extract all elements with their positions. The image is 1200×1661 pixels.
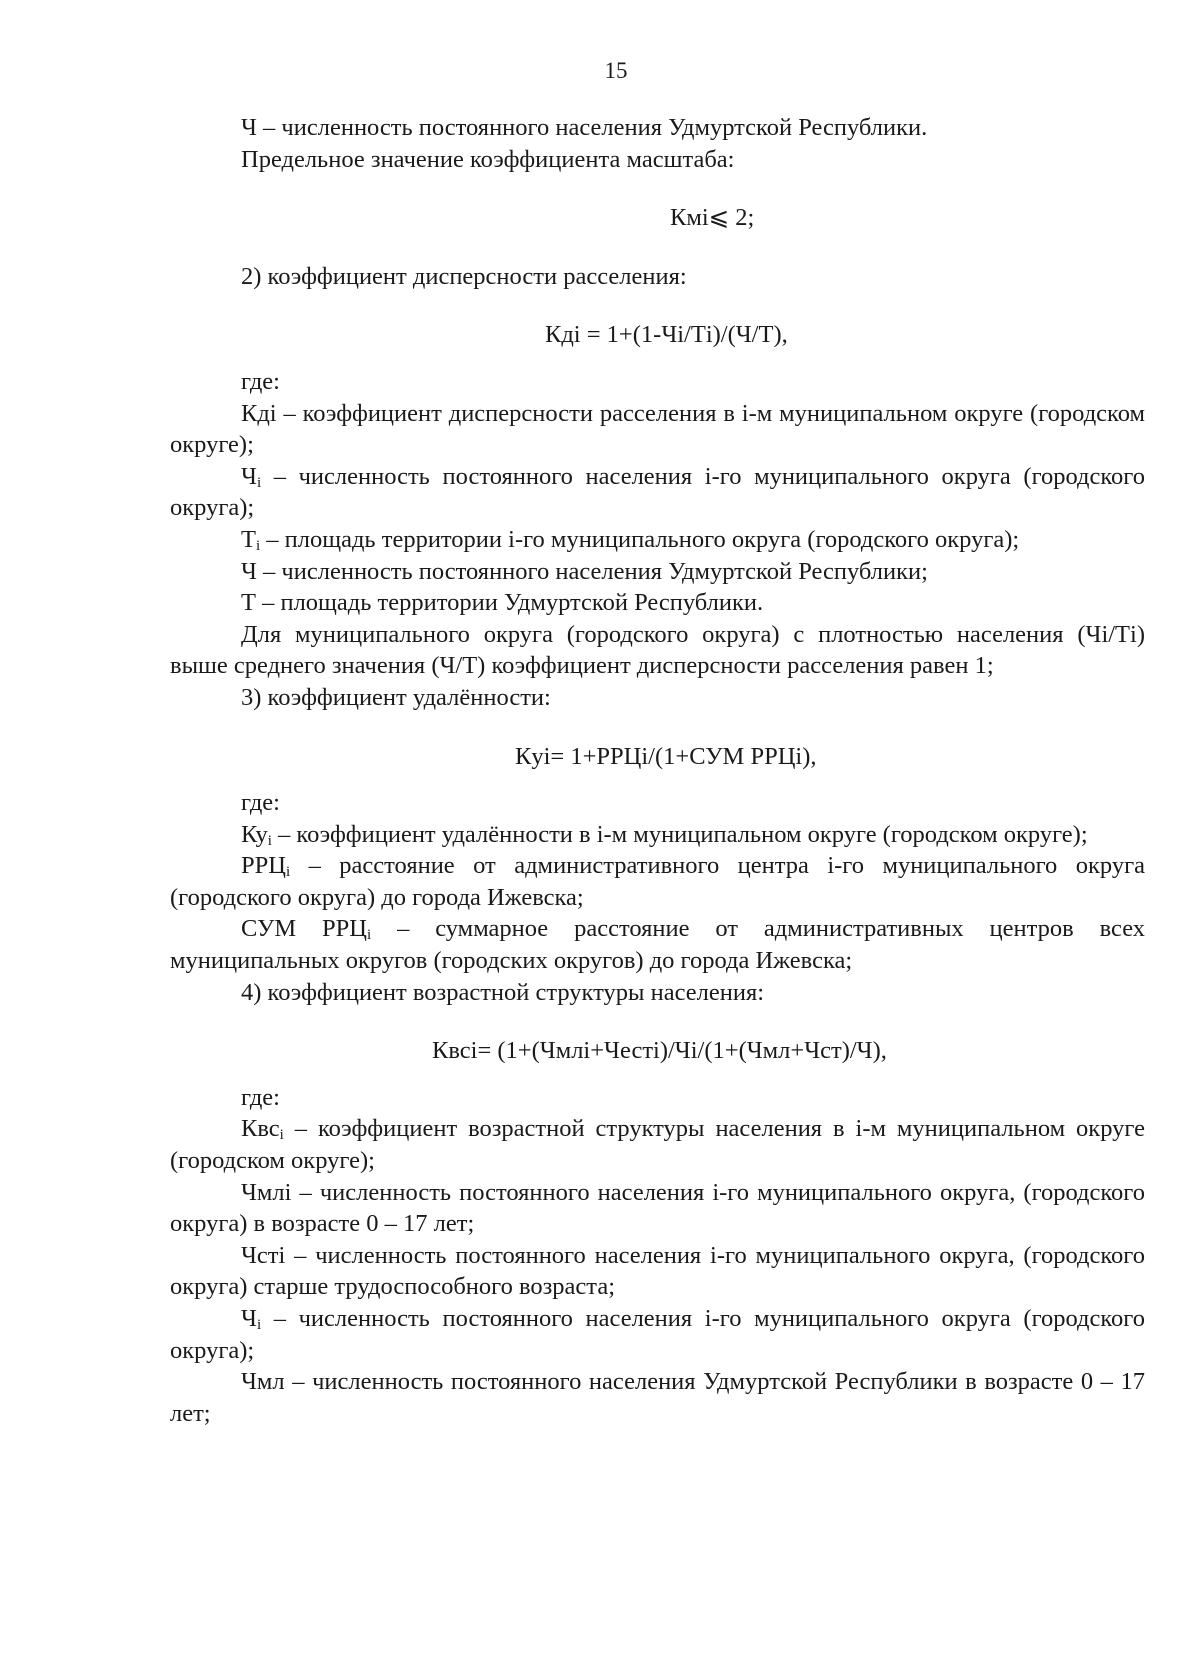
- paragraph: где:: [241, 1083, 280, 1111]
- paragraph: Для муниципального округа (городского округа) с плотностью населения (Чі/Ті) выше среднего значения (Ч/Т) коэффициент дисперсности расселения равен 1;: [170, 620, 1145, 680]
- symbol: Т: [241, 525, 256, 553]
- formula-remoteness: Кyі= 1+РРЦі/(1+СУМ РРЦі),: [515, 742, 817, 770]
- definition-text: – площадь территории і-го муниципального округа (городского округа);: [260, 525, 1020, 553]
- paragraph: Чмл – численность постоянного населения Удмуртской Республики в возрасте 0 – 17 лет;: [170, 1368, 1145, 1427]
- definition-text: – коэффициент удалённости в і-м муниципальном округе (городском округе);: [271, 820, 1088, 848]
- definition-text: – численность постоянного населения і-го муниципального округа (городского округа);: [170, 462, 1145, 522]
- paragraph: Ч – численность постоянного населения Удмуртской Республики.: [241, 114, 928, 141]
- paragraph: Кді – коэффициент дисперсности расселения в і-м муниципальном округе (городском округе);: [170, 399, 1145, 459]
- formula-age-structure: Квсі= (1+(Чмлі+Честі)/Чі/(1+(Чмл+Чст)/Ч),: [432, 1037, 887, 1065]
- definition-text: – коэффициент возрастной структуры населения в і-м муниципальном округе (городском округе);: [170, 1115, 1145, 1175]
- paragraph: Ч – численность постоянного населения Удмуртской Республики;: [241, 557, 928, 585]
- definition-text: – суммарное расстояние от административных центров всех муниципальных округов (городских округов) до города Ижевска;: [170, 915, 1146, 975]
- paragraph: Чсті – численность постоянного населения і-го муниципального округа, (городского округа) старше трудоспособного возраста;: [170, 1241, 1145, 1301]
- paragraph: [170, 913, 1145, 976]
- paragraph: Предельное значение коэффициента масштаба:: [241, 145, 735, 173]
- subscript: і: [367, 927, 372, 944]
- paragraph: 4) коэффициент возрастной структуры населения:: [241, 978, 765, 1006]
- symbol: РРЦ: [241, 852, 286, 880]
- paragraph: [170, 461, 1145, 524]
- subscript: і: [255, 537, 261, 554]
- paragraph: 2) коэффициент дисперсности расселения:: [241, 262, 687, 290]
- paragraph: 3) коэффициент удалённости:: [241, 683, 551, 711]
- subscript: і: [267, 832, 272, 849]
- paragraph: Чмлі – численность постоянного населения і-го муниципального округа, (городского округа) в возрасте 0 – 17 лет;: [170, 1178, 1145, 1238]
- symbol: Ч: [241, 1305, 257, 1332]
- symbol: СУМ РРЦ: [241, 915, 367, 943]
- document-body: [170, 112, 1145, 1429]
- formula-dispersion: Кді = 1+(1-Чі/Ті)/(Ч/Т),: [545, 321, 788, 349]
- paragraph: где:: [241, 789, 280, 817]
- symbol: Квс: [241, 1115, 280, 1143]
- formula-scale-limit: Кмі⩽ 2;: [670, 204, 755, 232]
- paragraph: [170, 850, 1145, 913]
- symbol: Ч: [241, 462, 257, 490]
- subscript: і: [256, 1317, 262, 1333]
- definition-text: – расстояние от административного центра і-го муниципального округа (городского округа) до города Ижевска;: [170, 852, 1145, 911]
- paragraph: Т – площадь территории Удмуртской Республики.: [241, 589, 764, 617]
- definition-text: – численность постоянного населения і-го муниципального округа (городского округа);: [170, 1305, 1145, 1364]
- symbol: Ку: [241, 820, 268, 848]
- subscript: і: [256, 474, 262, 491]
- paragraph: [170, 819, 1145, 851]
- paragraph: [170, 1113, 1145, 1176]
- paragraph: [170, 1303, 1145, 1366]
- page-number: 15: [604, 58, 628, 83]
- paragraph: где:: [241, 367, 280, 395]
- subscript: і: [285, 864, 291, 881]
- paragraph: [170, 524, 1145, 556]
- subscript: і: [279, 1127, 284, 1144]
